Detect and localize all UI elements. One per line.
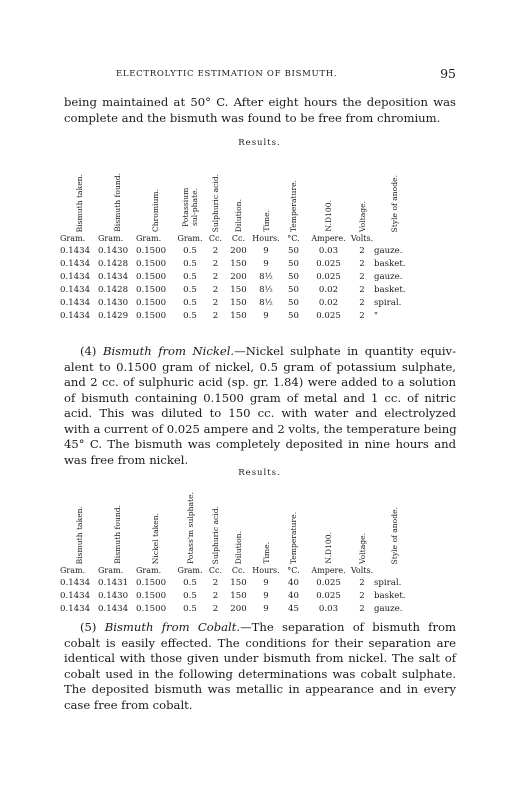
unit-cell: Gram. [136, 233, 162, 243]
column-header-label: Dilution. [234, 530, 243, 564]
table-cell: 0.03 [318, 604, 339, 615]
table-cell: 0.1430 [98, 297, 129, 308]
column-header-row [60, 480, 415, 564]
table-cell: 2 [212, 285, 219, 295]
table-cell: 0.1500 [136, 259, 167, 270]
intro-paragraph [64, 95, 456, 126]
column-header-dilution [225, 150, 252, 232]
table-cell: 0.5 [183, 604, 197, 615]
table-cell: basket. [374, 259, 406, 270]
column-header-row [60, 150, 415, 232]
column-header-label: Potassium sul-phate. [181, 187, 199, 227]
paragraph-line: acid. This was diluted to 150 cc. with water and electrolyzed [64, 406, 456, 420]
unit-cell: Hours. [252, 233, 280, 243]
paragraph-line: The deposited bismuth was metallic in appearance and in every [64, 682, 456, 696]
section-lead-text: —The separation of bismuth from [240, 620, 456, 634]
table-cell: 0.1434 [60, 259, 91, 270]
paragraph-line: with a current of 0.025 ampere and 2 volts, the temperature being [64, 421, 457, 436]
column-header-n-d100 [307, 150, 350, 232]
table-cell: 50 [288, 259, 299, 270]
table-cell: " [374, 310, 378, 321]
table-cell: 0.5 [183, 297, 197, 308]
column-header-temperature [280, 150, 307, 232]
paragraph-line: of bismuth containing 0.1500 gram of metal and 1 cc. of nitric [64, 390, 456, 405]
table-cell: 150 [230, 310, 247, 321]
table-cell: 150 [230, 578, 247, 589]
paragraph-line: cobalt used in the following determinations was cobalt sulphate. [64, 666, 456, 681]
column-header-label: Time. [261, 542, 271, 564]
unit-cell: °C. [287, 233, 300, 243]
table-cell: gauze. [374, 604, 403, 615]
table-cell: 150 [230, 297, 247, 308]
table-cell: 0.1500 [136, 591, 167, 602]
table-cell: 0.5 [183, 272, 197, 283]
table-row [60, 271, 415, 284]
column-header-label: N.D100. [324, 532, 333, 564]
unit-cell: Ampere. [311, 565, 346, 575]
table-row [60, 245, 415, 258]
unit-cell [374, 232, 415, 245]
column-header-label: Chromium. [150, 188, 160, 232]
table-cell: 0.1434 [60, 310, 91, 321]
unit-cell: Volts. [350, 233, 374, 243]
table-cell: 0.1428 [98, 285, 129, 295]
paragraph-line [64, 344, 456, 360]
column-header-label: Nickel taken. [150, 512, 160, 564]
table-row [60, 309, 415, 322]
units-row [60, 564, 415, 577]
table-cell: 200 [230, 604, 247, 615]
table-cell: 150 [230, 285, 247, 295]
table-cell: 2 [359, 259, 365, 270]
table-cell: 200 [230, 272, 247, 283]
column-header-label: Time. [261, 210, 271, 232]
column-header-label: Voltage. [357, 200, 367, 232]
table-cell: 0.1430 [98, 246, 129, 257]
table-cell: 0.5 [183, 285, 197, 295]
table-cell: 2 [359, 246, 365, 257]
table-cell: 0.02 [318, 297, 339, 308]
table-cell: 2 [212, 259, 219, 270]
paragraph-line: was free from nickel. [64, 452, 189, 467]
table-cell: 50 [288, 246, 299, 257]
table-cell: gauze. [374, 272, 403, 283]
table-cell: 0.1434 [60, 578, 91, 589]
table-cell: 45 [288, 604, 299, 615]
table-cell: 50 [288, 285, 299, 295]
table-cell: 2 [212, 604, 219, 615]
column-header-label: Bismuth found. [112, 505, 122, 564]
table-cell: 50 [288, 272, 299, 283]
table-cell: 9 [263, 246, 269, 257]
column-header-label: Sulphuric acid. [211, 505, 220, 564]
column-header-bismuth-found [98, 480, 136, 564]
table-cell: 9 [263, 310, 269, 321]
unit-cell: Gram. [60, 565, 86, 575]
table-cell: 8½ [259, 297, 273, 308]
table-cell: 9 [263, 604, 269, 615]
unit-cell: Ampere. [311, 233, 346, 243]
table-cell: 0.5 [183, 578, 197, 589]
table-row [60, 590, 415, 603]
running-title: ELECTROLYTIC ESTIMATION OF BISMUTH. [116, 69, 338, 79]
table-cell: 2 [212, 578, 219, 589]
column-header-label: Voltage. [357, 532, 367, 564]
table-row [60, 296, 415, 309]
column-header-temperature [280, 480, 307, 564]
table-cell: 50 [288, 310, 299, 321]
column-header-label: Dilution. [234, 198, 243, 232]
column-header-label: Style of anode. [390, 506, 399, 564]
column-header-sulphuric-acid [206, 150, 225, 232]
table-cell: 0.025 [316, 578, 341, 589]
results-heading-1: Results. [238, 138, 281, 148]
paragraph-line [64, 620, 456, 636]
section-5-paragraph [64, 620, 456, 713]
table-cell: 0.1434 [60, 591, 91, 602]
table-cell: 0.1500 [136, 246, 167, 257]
unit-cell: Cc. [231, 233, 246, 243]
table-cell: 0.1500 [136, 310, 167, 321]
table-cell: 40 [288, 591, 299, 602]
table-cell: 0.1430 [98, 591, 129, 602]
column-header-label: Style of anode. [390, 174, 399, 232]
unit-cell: Gram. [60, 233, 86, 243]
table-cell: 2 [359, 297, 365, 308]
column-header-style-of-anode [374, 480, 415, 564]
unit-cell: Gram. [136, 565, 162, 575]
section-number: (4) [80, 344, 97, 358]
table-cell: 0.025 [316, 591, 341, 602]
column-header-time [252, 150, 280, 232]
table-cell: 50 [288, 297, 299, 308]
column-header-voltage [350, 150, 374, 232]
table-cell: 0.03 [318, 246, 339, 257]
table-cell: spiral. [374, 578, 402, 589]
unit-cell: Gram. [98, 233, 124, 243]
table-cell: 9 [263, 578, 269, 589]
unit-cell: Hours. [252, 565, 280, 575]
table-cell: 0.1500 [136, 604, 167, 615]
table-cell: 2 [212, 591, 219, 602]
table-cell: basket. [374, 285, 406, 295]
column-header-voltage [350, 480, 374, 564]
table-cell: 0.1434 [98, 604, 129, 615]
table-cell: 0.1434 [60, 604, 91, 615]
table-cell: 0.025 [316, 272, 341, 283]
column-header-label: Temperature. [289, 511, 298, 564]
table-cell: 0.1429 [98, 310, 129, 321]
table-cell: 40 [288, 578, 299, 589]
table-cell: 8½ [259, 285, 273, 295]
column-header-label: N.D100. [324, 200, 333, 232]
paragraph-line: 45° C. The bismuth was completely deposited in nine hours and [64, 437, 456, 451]
paragraph-line: cobalt is easily effected. The conditions for their separation are [64, 635, 456, 650]
unit-cell: Cc. [231, 565, 246, 575]
table-cell: 200 [230, 246, 247, 257]
results-heading-2: Results. [238, 468, 281, 478]
section-title: Bismuth from Nickel. [102, 344, 235, 358]
table-cell: 2 [212, 297, 219, 308]
column-header-dilution [225, 480, 252, 564]
column-header-bismuth-found [98, 150, 136, 232]
paragraph-line: identical with those given under bismuth from nickel. The salt of [64, 651, 456, 665]
table-cell: 2 [359, 604, 365, 615]
column-header-label: Bismuth found. [112, 173, 122, 232]
unit-cell: °C. [287, 565, 300, 575]
table-cell: 2 [359, 578, 365, 589]
table-cell: 0.025 [316, 310, 341, 321]
table-cell: 0.02 [318, 285, 339, 295]
table-cell: 0.1434 [60, 297, 91, 308]
table-cell: 0.025 [316, 259, 341, 270]
table-cell: 2 [359, 310, 365, 321]
table-cell: 0.1500 [136, 578, 167, 589]
column-header-label: Temperature. [289, 179, 298, 232]
table-cell: 0.1500 [136, 297, 167, 308]
unit-cell: Cc. [208, 233, 223, 243]
table-cell: 0.1434 [98, 272, 129, 283]
units-row [60, 232, 415, 245]
table-cell: 0.5 [183, 246, 197, 257]
paragraph-line: case free from cobalt. [64, 697, 193, 712]
paragraph-line: complete and the bismuth was found to be free from chromium. [64, 110, 441, 125]
table-cell: 150 [230, 591, 247, 602]
table-cell: 0.5 [183, 310, 197, 321]
table-cell: 150 [230, 259, 247, 270]
table-row [60, 603, 415, 616]
unit-cell: Cc. [208, 565, 223, 575]
table-cell: 0.1434 [60, 246, 91, 257]
section-lead-text: —Nickel sulphate in quantity equiv- [234, 344, 457, 358]
section-number: (5) [80, 620, 97, 634]
table-cell: 0.1434 [60, 272, 91, 283]
table-cell: 0.1434 [60, 285, 91, 295]
table-cell: 2 [359, 272, 365, 283]
column-header-bismuth-taken [60, 150, 98, 232]
column-header-nickel-taken [136, 480, 174, 564]
unit-cell: Gram. [98, 565, 124, 575]
table-row [60, 284, 415, 297]
table-cell: 9 [263, 591, 269, 602]
column-header-label: Sulphuric acid. [211, 173, 220, 232]
section-title: Bismuth from Cobalt. [104, 620, 241, 634]
paragraph-line: alent to 0.1500 gram of nickel, 0.5 gram of potassium sulphate, [64, 359, 456, 374]
column-header-label: Bismuth taken. [74, 173, 84, 232]
table-cell: 9 [263, 259, 269, 270]
column-header-bismuth-taken [60, 480, 98, 564]
running-head [64, 66, 456, 83]
table-cell: 8½ [259, 272, 273, 283]
results-table-2 [60, 480, 415, 616]
paragraph-line: being maintained at 50° C. After eight hours the deposition was [64, 95, 456, 109]
table-cell: 0.5 [183, 591, 197, 602]
unit-cell: Volts. [350, 565, 374, 575]
column-header-sulphuric-acid [206, 480, 225, 564]
table-cell: 2 [359, 285, 365, 295]
column-header-label: Potass'm sulphate. [185, 492, 195, 564]
table-cell: 0.1431 [98, 578, 129, 589]
unit-cell: Gram. [177, 233, 203, 243]
table-cell: 2 [359, 591, 365, 602]
column-header-label: Bismuth taken. [74, 505, 84, 564]
column-header-style-of-anode [374, 150, 415, 232]
table-cell: 0.1500 [136, 272, 167, 283]
results-table-1 [60, 150, 415, 322]
table-cell: spiral. [374, 297, 402, 308]
paragraph-line: and 2 cc. of sulphuric acid (sp. gr. 1.84) were added to a solution [64, 375, 456, 389]
unit-cell: Gram. [177, 565, 203, 575]
table-row [60, 577, 415, 590]
column-header-time [252, 480, 280, 564]
table-cell: 2 [212, 272, 219, 283]
column-header-chromium [136, 150, 174, 232]
table-cell: 0.1428 [98, 259, 129, 270]
table-cell: 0.5 [183, 259, 197, 270]
column-header-potassium-sul-phate [174, 150, 206, 232]
table-cell: 2 [212, 246, 219, 257]
table-cell: gauze. [374, 246, 403, 257]
table-cell: 2 [212, 310, 219, 321]
table-cell: 0.1500 [136, 285, 167, 295]
column-header-n-d100 [307, 480, 350, 564]
table-cell: basket. [374, 591, 406, 602]
table-row [60, 258, 415, 271]
unit-cell [374, 564, 415, 577]
page-number: 95 [440, 66, 456, 81]
column-header-potass-m-sulphate [174, 480, 206, 564]
section-4-paragraph [64, 344, 456, 468]
